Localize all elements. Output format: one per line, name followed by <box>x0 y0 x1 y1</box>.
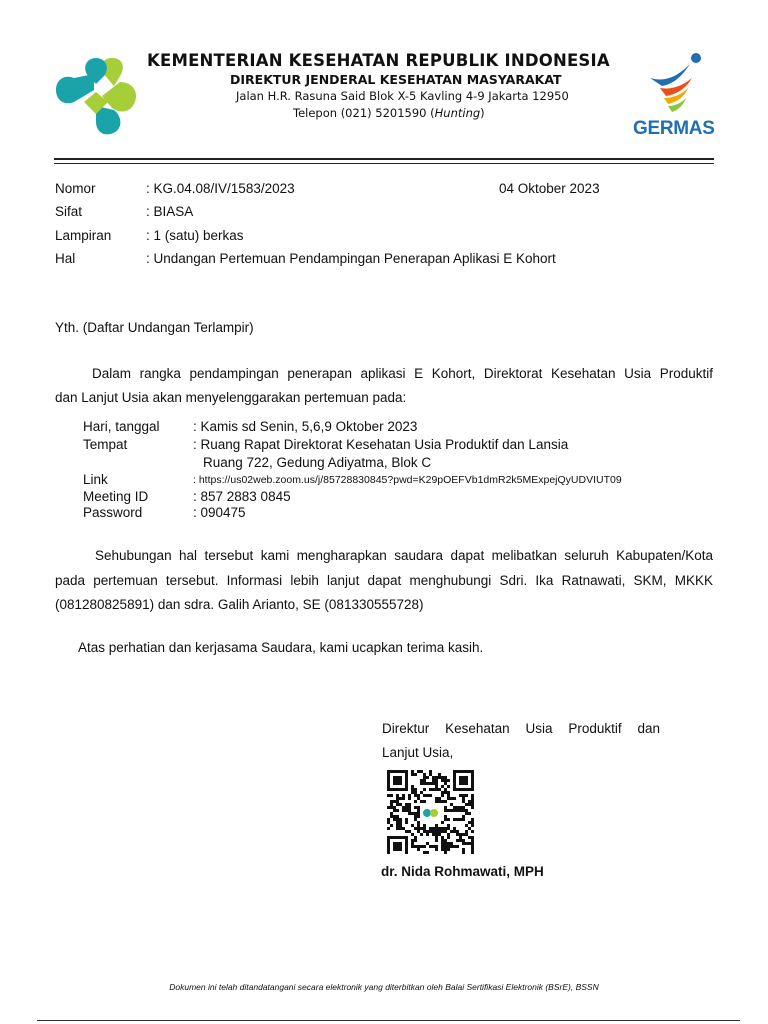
tempat-value: : Ruang Rapat Direktorat Kesehatan Usia Produktif dan Lansia <box>193 437 569 452</box>
esign-footnote: Dokumen ini telah ditandatangani secara elektronik yang diterbitkan oleh Balai Sertifikasi Elektronik (BSrE), BSSN <box>169 982 599 992</box>
germas-label: GERMAS <box>633 118 715 139</box>
hari-label: Hari, tanggal <box>83 419 160 434</box>
hal-label: Hal <box>55 251 76 266</box>
nomor-value: : KG.04.08/IV/1583/2023 <box>146 181 295 196</box>
header-rule-thin <box>54 163 714 164</box>
para2-line2: pada pertemuan tersebut. Informasi lebih lanjut dapat menghubungi Sdri. Ika Ratnawati, SKM, MKKK <box>55 573 713 588</box>
link-label: Link <box>83 472 108 487</box>
para1-line1: Dalam rangka pendampingan penerapan aplikasi E Kohort, Direktorat Kesehatan Usia Produktif <box>92 366 713 381</box>
password-label: Password <box>83 505 143 520</box>
meeting-id-label: Meeting ID <box>83 489 149 504</box>
germas-logo-icon <box>646 52 710 114</box>
header-rule-thick <box>54 158 714 160</box>
tempat-value-2: Ruang 722, Gedung Adiyatma, Blok C <box>203 455 432 470</box>
closing: Atas perhatian dan kerjasama Saudara, kami ucapkan terima kasih. <box>78 640 484 655</box>
para1-line2: dan Lanjut Usia akan menyelenggarakan pertemuan pada: <box>55 390 407 405</box>
zoom-link[interactable]: : https://us02web.zoom.us/j/85728830845?pwd=K29pOEFVb1dmR2k5MExpejQyUDVIUT09 <box>193 474 622 486</box>
footer-rule <box>37 1020 740 1021</box>
signatory-name: dr. Nida Rohmawati, MPH <box>381 864 544 879</box>
letter-date: 04 Oktober 2023 <box>499 181 600 196</box>
signatory-title <box>382 717 660 765</box>
qr-code <box>387 770 475 854</box>
hari-value: : Kamis sd Senin, 5,6,9 Oktober 2023 <box>193 419 418 434</box>
tempat-label: Tempat <box>83 437 128 452</box>
salutation: Yth. (Daftar Undangan Terlampir) <box>55 320 254 335</box>
password-value: : 090475 <box>193 505 246 520</box>
directorate-name: DIREKTUR JENDERAL KESEHATAN MASYARAKAT <box>230 72 562 87</box>
phone: Telepon (021) 5201590 (Hunting) <box>293 106 485 120</box>
kemenkes-logo <box>54 52 140 138</box>
signatory-title-line1: Direktur Kesehatan Usia Produktif dan <box>382 721 660 736</box>
hal-value: : Undangan Pertemuan Pendampingan Penerapan Aplikasi E Kohort <box>146 251 556 266</box>
lampiran-value: : 1 (satu) berkas <box>146 228 244 243</box>
nomor-label: Nomor <box>55 181 96 196</box>
meeting-id-value: : 857 2883 0845 <box>193 489 291 504</box>
para2-line3: (081280825891) dan sdra. Galih Arianto, SE (081330555728) <box>55 597 424 612</box>
sifat-value: : BIASA <box>146 204 194 219</box>
address: Jalan H.R. Rasuna Said Blok X-5 Kavling 4-9 Jakarta 12950 <box>236 89 569 103</box>
lampiran-label: Lampiran <box>55 228 112 243</box>
sifat-label: Sifat <box>55 204 83 219</box>
ministry-name: KEMENTERIAN KESEHATAN REPUBLIK INDONESIA <box>147 51 610 70</box>
para2-line1: Sehubungan hal tersebut kami mengharapkan saudara dapat melibatkan seluruh Kabupaten/Kota <box>95 548 713 563</box>
signatory-title-line2: Lanjut Usia, <box>382 745 454 760</box>
